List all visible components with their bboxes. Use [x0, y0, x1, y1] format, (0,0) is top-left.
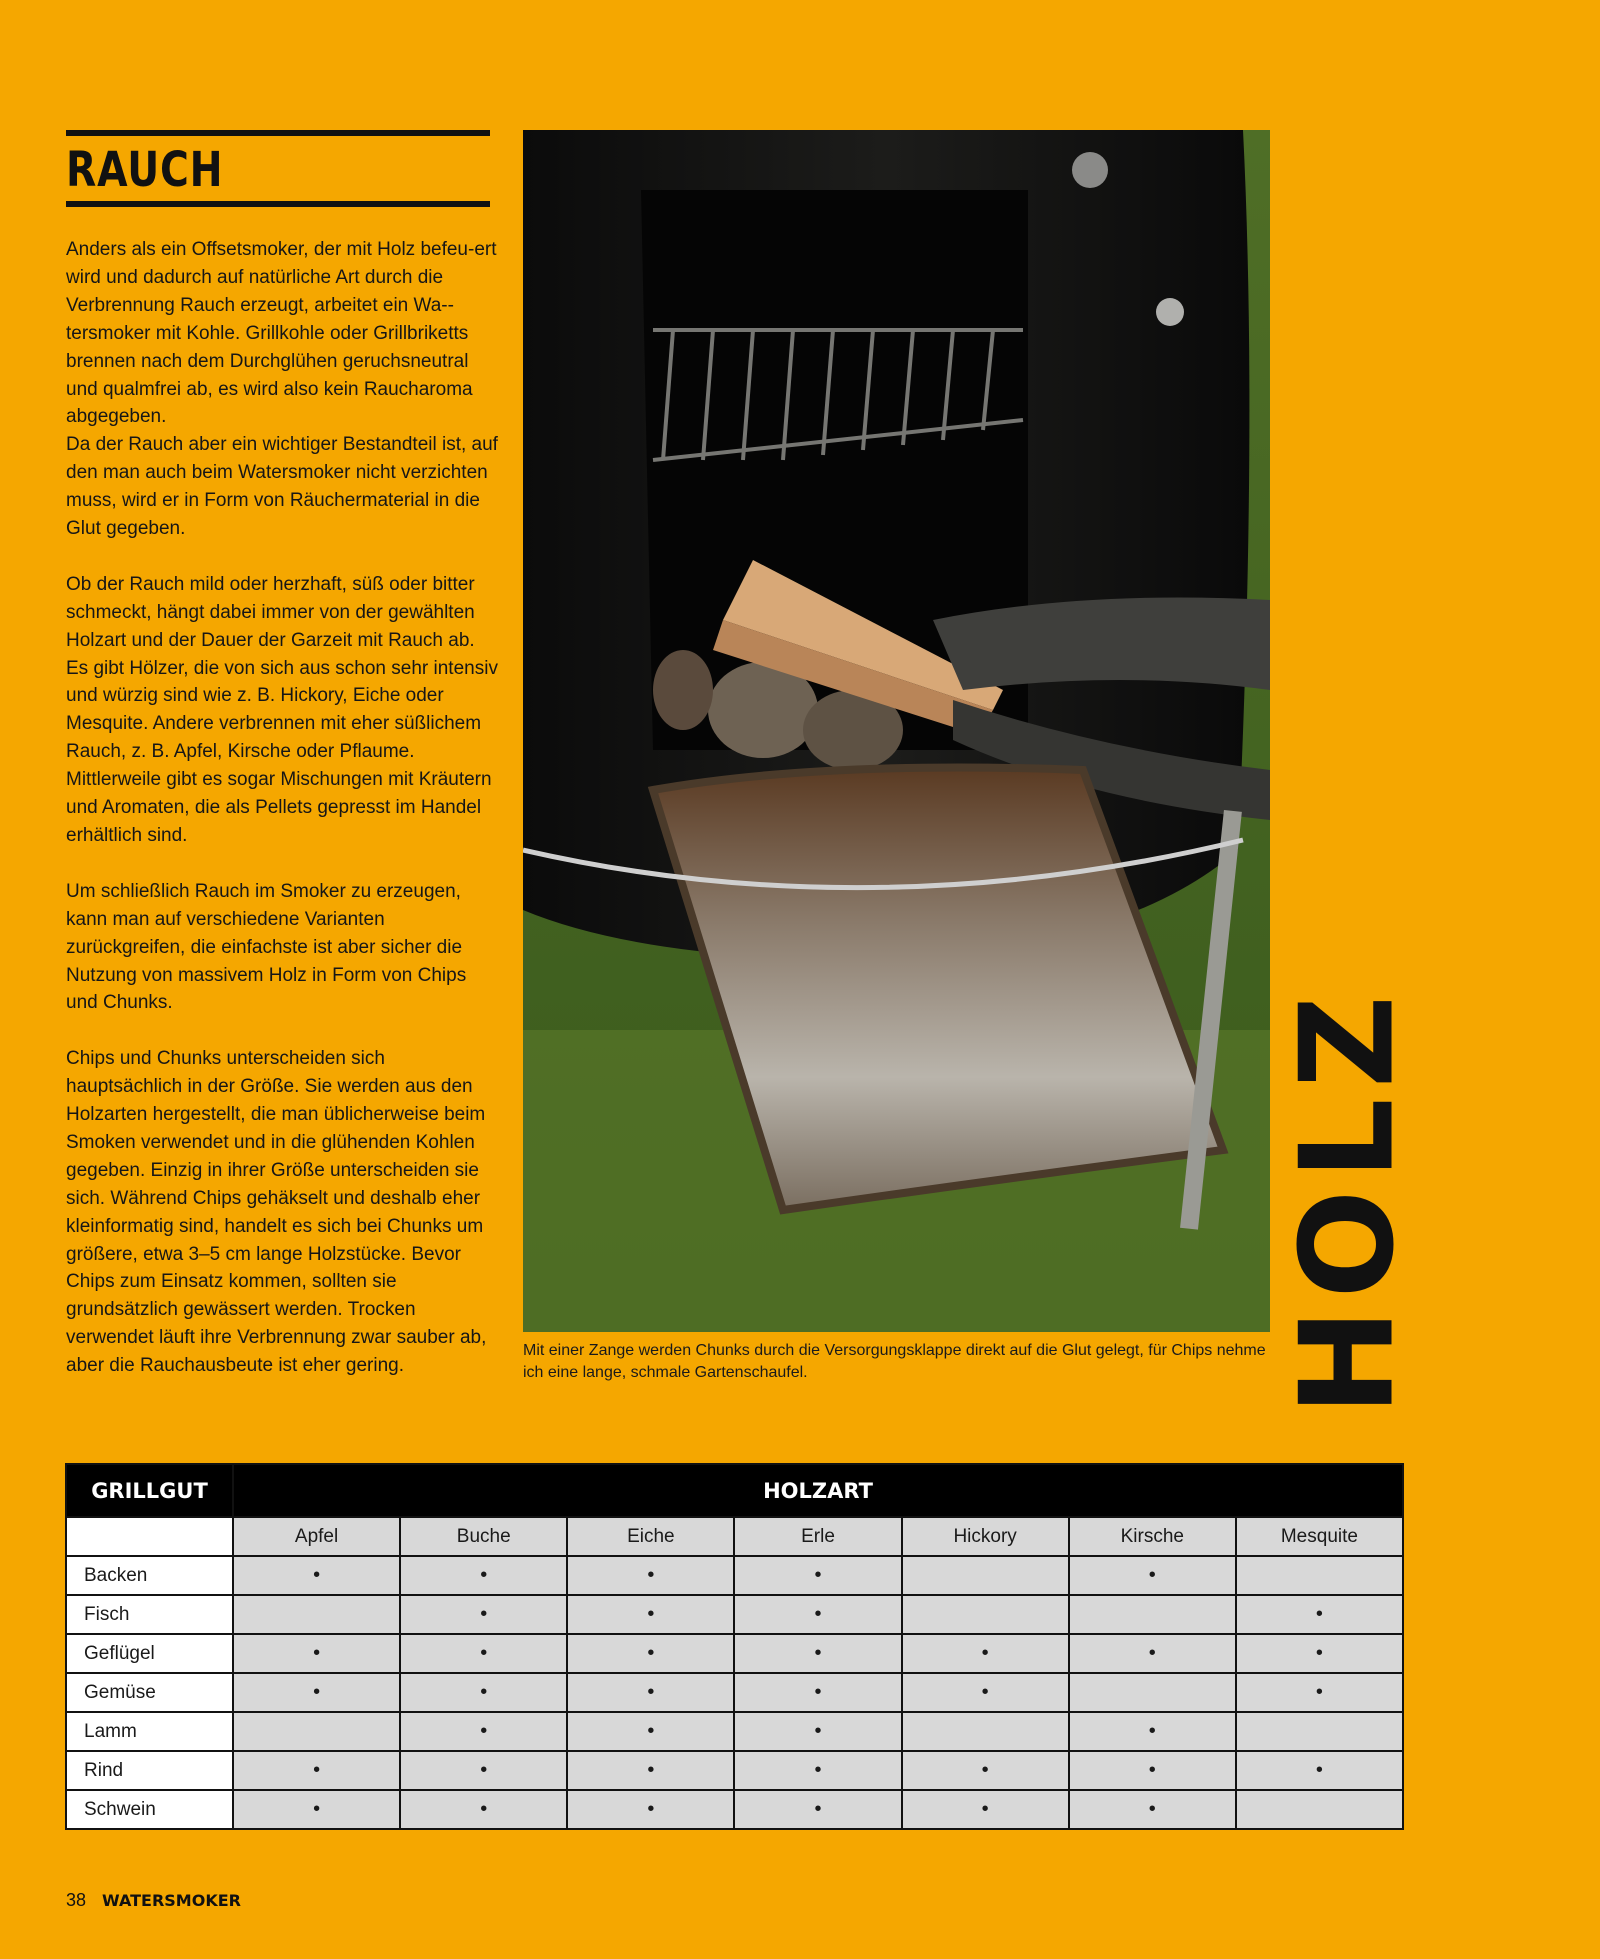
mark-dot: • [480, 1563, 488, 1586]
paragraph: Chips und Chunks unterscheiden sich hauptsächlich in der Größe. Sie werden aus den Holzarten hergestellt, die man üblicherweise beim Smoken verwendet und in die glühenden Kohlen gegeben. Einzig in ihrer Größe unterscheiden sie sich. Während Chips gehäkselt und deshalb eher kleinformatig sind, handelt es sich bei Chunks um größere, etwa 3–5 cm lange Holzstücke. Bevor Chips zum Einsatz kommen, sollten sie grundsätzlich gewässert werden. Trocken verwendet läuft ihre Verbrennung zwar sauber ab, aber die Rauchausbeute ist eher gering. [66, 1048, 487, 1377]
table-cell [902, 1634, 1069, 1673]
table-cell [902, 1790, 1069, 1829]
vertical-heading-text: HOLZ [1273, 984, 1423, 1416]
mark-dot: • [647, 1641, 655, 1664]
table-cell [400, 1712, 567, 1751]
table-cell [233, 1595, 400, 1634]
table-cell [233, 1673, 400, 1712]
title-rule-top [66, 130, 490, 136]
row-label: Gemüse [66, 1673, 233, 1712]
mark-dot: • [647, 1719, 655, 1742]
mark-dot: • [1315, 1641, 1323, 1664]
mark-dot: • [647, 1563, 655, 1586]
wood-pairing-table [65, 1463, 1404, 1830]
table-row [66, 1673, 1403, 1712]
table-cell [1069, 1790, 1236, 1829]
mark-dot: • [480, 1680, 488, 1703]
table-cell [567, 1595, 734, 1634]
table-cell [902, 1556, 1069, 1595]
table-cell [734, 1790, 901, 1829]
mark-dot: • [480, 1758, 488, 1781]
mark-dot: • [1315, 1758, 1323, 1781]
mark-dot: • [647, 1680, 655, 1703]
table-cell [1069, 1595, 1236, 1634]
table-cell [567, 1556, 734, 1595]
wood-column-header: Kirsche [1069, 1517, 1236, 1556]
table-cell [233, 1751, 400, 1790]
table-cell [1069, 1634, 1236, 1673]
table-cell [1236, 1595, 1403, 1634]
table-cell [233, 1634, 400, 1673]
table-cell [734, 1673, 901, 1712]
mark-dot: • [1148, 1563, 1156, 1586]
table-row [66, 1751, 1403, 1790]
table-body [66, 1556, 1403, 1829]
mark-dot: • [981, 1797, 989, 1820]
table-header-holzart: HOLZART [233, 1464, 1403, 1517]
table-cell [400, 1556, 567, 1595]
mark-dot: • [647, 1602, 655, 1625]
paragraph: Um schließlich Rauch im Smoker zu erzeugen, kann man auf verschiedene Varianten zurückgreifen, die einfachste ist aber sicher die Nutzung von massivem Holz in Form von Chips und Chunks. [66, 880, 467, 1014]
table-header-grillgut: GRILLGUT [66, 1464, 233, 1517]
table-cell [734, 1634, 901, 1673]
table-cell [567, 1712, 734, 1751]
mark-dot: • [647, 1758, 655, 1781]
wood-column-header: Erle [734, 1517, 901, 1556]
row-label: Lamm [66, 1712, 233, 1751]
table-cell [1069, 1751, 1236, 1790]
wood-column-header: Hickory [902, 1517, 1069, 1556]
mark-dot: • [313, 1680, 321, 1703]
row-label: Fisch [66, 1595, 233, 1634]
mark-dot: • [480, 1719, 488, 1742]
table-row [66, 1634, 1403, 1673]
mark-dot: • [313, 1758, 321, 1781]
paragraph: Anders als ein Offsetsmoker, der mit Holz befeu-ert wird und dadurch auf natürliche Art durch die Verbrennung Rauch erzeugt, arbeitet ein Wa-tersmoker mit Kohle. Grillkohle oder Grillbriketts brennen nach dem Durchglühen geruchsneutral und qualmfrei ab, es wird also kein Raucharoma abgegeben. [66, 239, 497, 428]
wood-column-header: Apfel [233, 1517, 400, 1556]
table-cell [902, 1712, 1069, 1751]
photo-caption: Mit einer Zange werden Chunks durch die Versorgungsklappe direkt auf die Glut gelegt, für Chips nehme ich eine lange, schmale Gartenschaufel. [523, 1342, 1266, 1381]
table-cell [567, 1673, 734, 1712]
table-row [66, 1556, 1403, 1595]
table-cell [734, 1751, 901, 1790]
wood-column-header: Eiche [567, 1517, 734, 1556]
table-cell [567, 1790, 734, 1829]
table-cell [1069, 1673, 1236, 1712]
mark-dot: • [313, 1797, 321, 1820]
wood-column-header: Buche [400, 1517, 567, 1556]
table-cell [734, 1712, 901, 1751]
mark-dot: • [981, 1641, 989, 1664]
table-cell [1236, 1673, 1403, 1712]
table-cell [400, 1595, 567, 1634]
row-label: Backen [66, 1556, 233, 1595]
table-cell [1069, 1712, 1236, 1751]
mark-dot: • [313, 1563, 321, 1586]
mark-dot: • [814, 1563, 822, 1586]
mark-dot: • [480, 1797, 488, 1820]
mark-dot: • [814, 1680, 822, 1703]
page-footer [66, 1890, 241, 1911]
table-row [66, 1712, 1403, 1751]
table-cell [400, 1634, 567, 1673]
table-cell [734, 1556, 901, 1595]
mark-dot: • [647, 1797, 655, 1820]
row-label: Geflügel [66, 1634, 233, 1673]
page-number: 38 [66, 1890, 87, 1910]
mark-dot: • [1148, 1641, 1156, 1664]
mark-dot: • [814, 1641, 822, 1664]
mark-dot: • [814, 1602, 822, 1625]
table-cell [233, 1556, 400, 1595]
table-cell [400, 1790, 567, 1829]
table-cell [1236, 1751, 1403, 1790]
mark-dot: • [814, 1719, 822, 1742]
mark-dot: • [814, 1758, 822, 1781]
mark-dot: • [1148, 1719, 1156, 1742]
table-cell [567, 1751, 734, 1790]
table-cell [400, 1673, 567, 1712]
vertical-heading [1273, 984, 1423, 1416]
table-cell [1236, 1790, 1403, 1829]
table-cell [233, 1712, 400, 1751]
paragraph: Ob der Rauch mild oder herzhaft, süß oder bitter schmeckt, hängt dabei immer von der gewählten Holzart und der Dauer der Garzeit mit Rauch ab. Es gibt Hölzer, die von sich aus schon sehr intensiv und würzig sind wie z. B. Hickory, Eiche oder Mesquite. Andere verbrennen mit eher süßlichem Rauch, z. B. Apfel, Kirsche oder Pflaume. Mittlerweile gibt es sogar Mischungen mit Kräutern und Aromaten, die als Pellets gepresst im Handel erhältlich sind. [66, 573, 498, 847]
mark-dot: • [1315, 1602, 1323, 1625]
mark-dot: • [814, 1797, 822, 1820]
table-cell [734, 1595, 901, 1634]
wood-column-header: Mesquite [1236, 1517, 1403, 1556]
mark-dot: • [981, 1758, 989, 1781]
mark-dot: • [1315, 1680, 1323, 1703]
smoker-photo [523, 130, 1270, 1332]
table-cell [1069, 1556, 1236, 1595]
section-title: RAUCH [66, 142, 224, 198]
mark-dot: • [480, 1602, 488, 1625]
table-cell [233, 1790, 400, 1829]
table-cell [1236, 1634, 1403, 1673]
table-cell [902, 1595, 1069, 1634]
table-corner [66, 1517, 233, 1556]
row-label: Rind [66, 1751, 233, 1790]
mark-dot: • [313, 1641, 321, 1664]
book-title: WATERSMOKER [102, 1891, 241, 1910]
table-row [66, 1595, 1403, 1634]
paragraph: Da der Rauch aber ein wichtiger Bestandteil ist, auf den man auch beim Watersmoker nicht verzichten muss, wird er in Form von Räuchermaterial in die Glut gegeben. [66, 434, 498, 540]
table-cell [902, 1673, 1069, 1712]
body-text [66, 236, 498, 1380]
mark-dot: • [981, 1680, 989, 1703]
table-cell [1236, 1712, 1403, 1751]
title-rule-bottom [66, 201, 490, 207]
table-cell [1236, 1556, 1403, 1595]
table-row [66, 1790, 1403, 1829]
row-label: Schwein [66, 1790, 233, 1829]
table-cell [902, 1751, 1069, 1790]
table-cell [400, 1751, 567, 1790]
mark-dot: • [1148, 1797, 1156, 1820]
table-cell [567, 1634, 734, 1673]
mark-dot: • [480, 1641, 488, 1664]
mark-dot: • [1148, 1758, 1156, 1781]
